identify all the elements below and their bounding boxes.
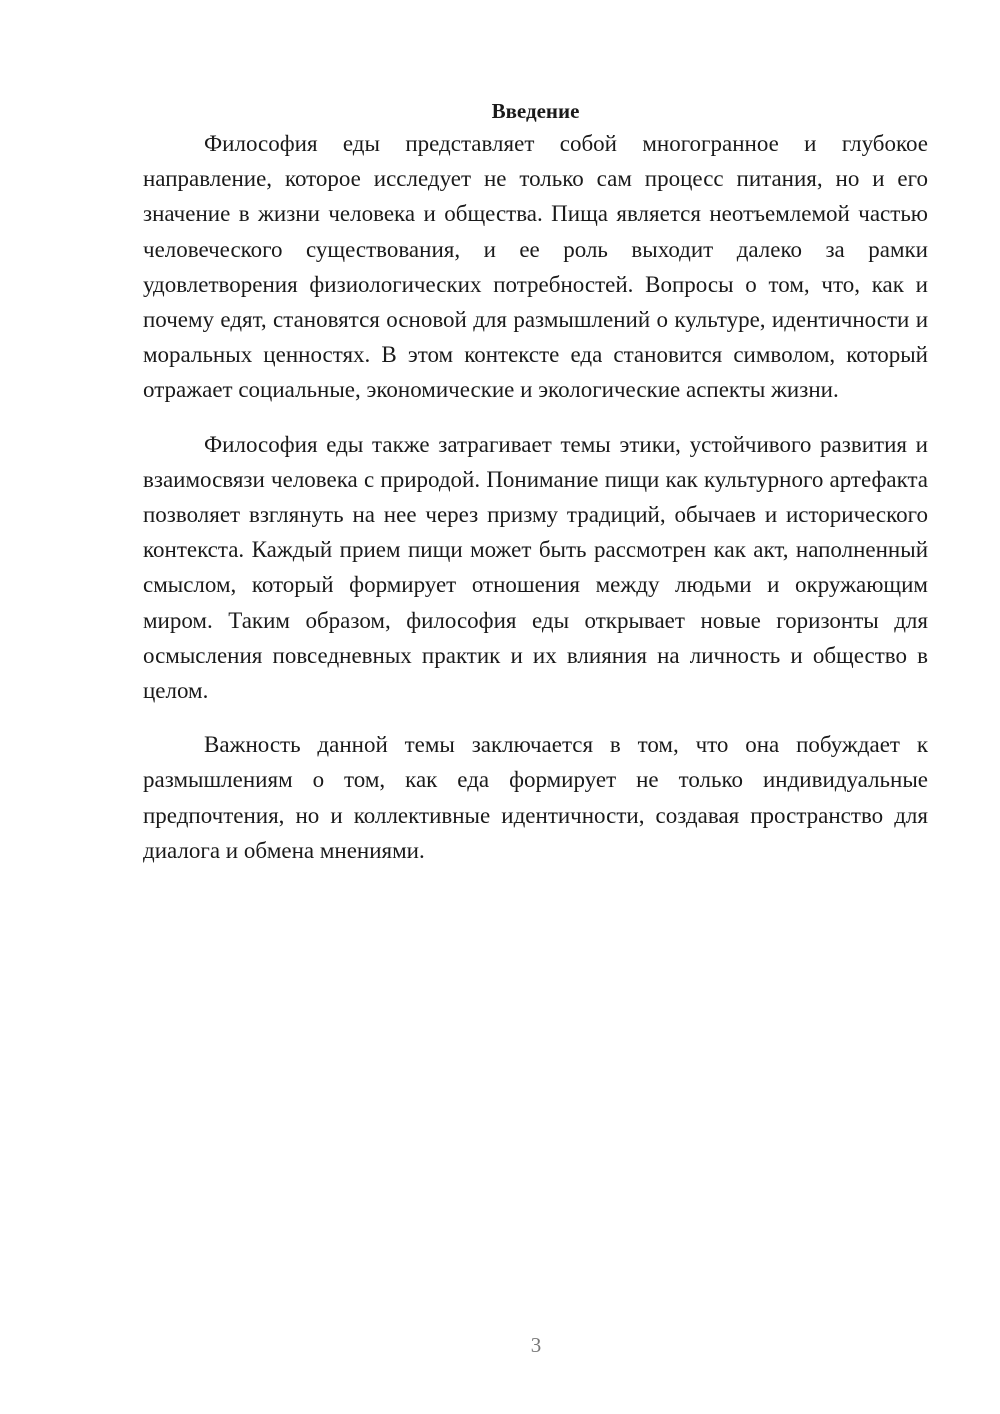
- section-heading: Введение: [491, 99, 580, 123]
- paragraph-1: Философия еды представляет собой многогранное и глубокое направление, которое исследует не только сам процесс питания, но и его значение в жизни человека и общества. Пища является неотъемлемой частью человеческого существования, и ее роль выходит далеко за рамки удовлетворения физиологических потребностей. Вопросы о том, что, как и почему едят, становятся основой для размышлений о культуре, идентичности и моральных ценностях. В этом контексте еда становится символом, который отражает социальные, экономические и экологические аспекты жизни.: [143, 131, 928, 403]
- paragraph-2: Философия еды также затрагивает темы этики, устойчивого развития и взаимосвязи человека с природой. Понимание пищи как культурного артефакта позволяет взглянуть на нее через призму традиций, обычаев и исторического контекста. Каждый прием пищи может быть рассмотрен как акт, наполненный смыслом, который формирует отношения между людьми и окружающим миром. Таким образом, философия еды открывает новые горизонты для осмысления повседневных практик и их влияния на личность и общество в целом.: [143, 431, 928, 704]
- paragraph-3: Важность данной темы заключается в том, что она побуждает к размышлениям о том, как еда формирует не только индивидуальные предпочтения, но и коллективные идентичности, создавая пространство для диалога и обмена мнениями.: [143, 732, 928, 863]
- page-content: [143, 96, 928, 868]
- page-number: 3: [530, 1333, 542, 1357]
